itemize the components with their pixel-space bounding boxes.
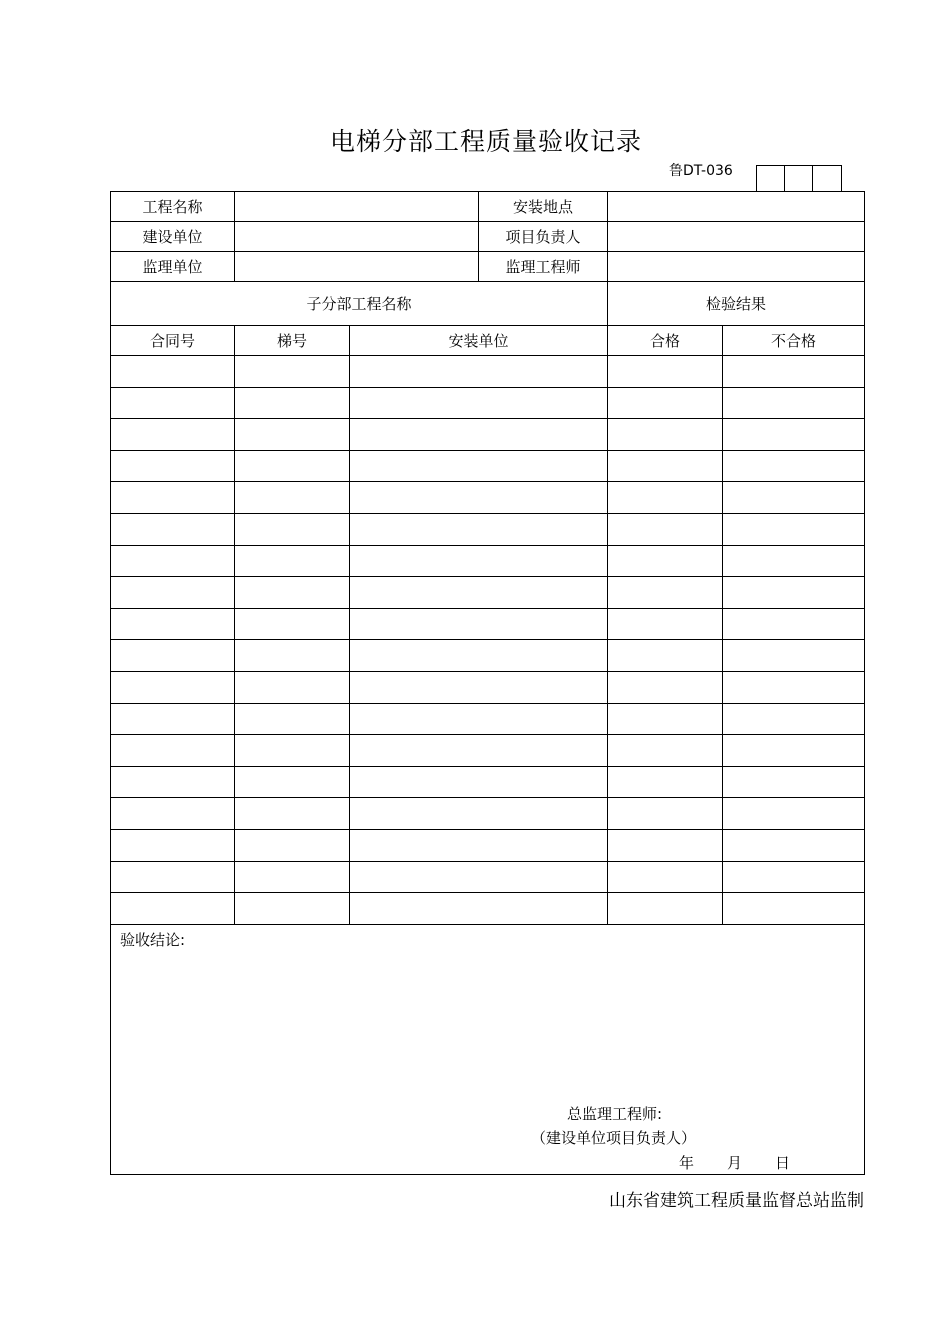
entry-rows xyxy=(111,356,865,925)
elevator-no-cell[interactable] xyxy=(235,608,350,640)
code-boxes xyxy=(756,165,842,191)
code-box[interactable] xyxy=(813,166,841,191)
info-row xyxy=(111,192,865,222)
project-manager-field[interactable] xyxy=(608,222,865,252)
contract-no-cell[interactable] xyxy=(111,482,235,514)
install-unit-cell[interactable] xyxy=(350,640,608,672)
elevator-no-cell[interactable] xyxy=(235,356,350,388)
install-unit-header: 安装单位 xyxy=(350,326,608,356)
info-row xyxy=(111,252,865,282)
info-row xyxy=(111,222,865,252)
acceptance-form-table xyxy=(110,191,865,1175)
unqualified-cell[interactable] xyxy=(723,577,865,609)
elevator-no-cell[interactable] xyxy=(235,798,350,830)
project-manager-label: 项目负责人 xyxy=(479,222,608,252)
table-row xyxy=(111,450,865,482)
install-unit-cell[interactable] xyxy=(350,735,608,767)
elevator-no-header: 梯号 xyxy=(235,326,350,356)
table-row xyxy=(111,798,865,830)
contract-no-cell[interactable] xyxy=(111,356,235,388)
project-name-field[interactable] xyxy=(235,192,479,222)
unqualified-cell[interactable] xyxy=(723,387,865,419)
elevator-no-cell[interactable] xyxy=(235,735,350,767)
install-unit-cell[interactable] xyxy=(350,608,608,640)
table-row xyxy=(111,482,865,514)
install-unit-cell[interactable] xyxy=(350,482,608,514)
qualified-cell[interactable] xyxy=(608,450,723,482)
elevator-no-cell[interactable] xyxy=(235,387,350,419)
table-row xyxy=(111,766,865,798)
conclusion-field[interactable] xyxy=(111,924,865,1174)
contract-no-cell[interactable] xyxy=(111,577,235,609)
install-unit-cell[interactable] xyxy=(350,387,608,419)
unqualified-cell[interactable] xyxy=(723,671,865,703)
table-row xyxy=(111,577,865,609)
qualified-cell[interactable] xyxy=(608,513,723,545)
contract-no-cell[interactable] xyxy=(111,513,235,545)
install-unit-cell[interactable] xyxy=(350,829,608,861)
qualified-cell[interactable] xyxy=(608,798,723,830)
install-unit-cell[interactable] xyxy=(350,450,608,482)
owner-unit-field[interactable] xyxy=(235,222,479,252)
qualified-cell[interactable] xyxy=(608,608,723,640)
unqualified-cell[interactable] xyxy=(723,766,865,798)
table-row xyxy=(111,861,865,893)
install-unit-cell[interactable] xyxy=(350,703,608,735)
contract-no-cell[interactable] xyxy=(111,419,235,451)
install-unit-cell[interactable] xyxy=(350,798,608,830)
date-month: 月 xyxy=(727,1153,743,1172)
unqualified-cell[interactable] xyxy=(723,513,865,545)
unqualified-cell[interactable] xyxy=(723,703,865,735)
unqualified-cell[interactable] xyxy=(723,640,865,672)
contract-no-cell[interactable] xyxy=(111,703,235,735)
elevator-no-cell[interactable] xyxy=(235,829,350,861)
elevator-no-cell[interactable] xyxy=(235,766,350,798)
contract-no-cell[interactable] xyxy=(111,829,235,861)
table-row xyxy=(111,608,865,640)
contract-no-cell[interactable] xyxy=(111,608,235,640)
install-unit-cell[interactable] xyxy=(350,419,608,451)
contract-no-cell[interactable] xyxy=(111,640,235,672)
issuer-footer: 山东省建筑工程质量监督总站监制 xyxy=(609,1191,864,1211)
code-box[interactable] xyxy=(757,166,785,191)
elevator-no-cell[interactable] xyxy=(235,861,350,893)
contract-no-cell[interactable] xyxy=(111,545,235,577)
owner-unit-label: 建设单位 xyxy=(111,222,235,252)
install-unit-cell[interactable] xyxy=(350,893,608,925)
qualified-cell[interactable] xyxy=(608,703,723,735)
qualified-cell[interactable] xyxy=(608,545,723,577)
column-header-row xyxy=(111,326,865,356)
install-location-field[interactable] xyxy=(608,192,865,222)
qualified-cell[interactable] xyxy=(608,419,723,451)
contract-no-cell[interactable] xyxy=(111,450,235,482)
elevator-no-cell[interactable] xyxy=(235,703,350,735)
qualified-cell[interactable] xyxy=(608,829,723,861)
page-title: 电梯分部工程质量验收记录 xyxy=(329,127,642,156)
table-row xyxy=(111,513,865,545)
qualified-cell[interactable] xyxy=(608,640,723,672)
unqualified-cell[interactable] xyxy=(723,798,865,830)
elevator-no-cell[interactable] xyxy=(235,545,350,577)
unqualified-cell[interactable] xyxy=(723,861,865,893)
sub-project-name-header: 子分部工程名称 xyxy=(111,282,608,326)
date-day: 日 xyxy=(775,1153,791,1172)
contract-no-cell[interactable] xyxy=(111,671,235,703)
elevator-no-cell[interactable] xyxy=(235,640,350,672)
owner-rep-label: （建设单位项目负责人） xyxy=(531,1128,697,1147)
table-row xyxy=(111,893,865,925)
install-unit-cell[interactable] xyxy=(350,513,608,545)
qualified-cell[interactable] xyxy=(608,387,723,419)
elevator-no-cell[interactable] xyxy=(235,893,350,925)
conclusion-label: 验收结论: xyxy=(120,930,186,949)
install-unit-cell[interactable] xyxy=(350,766,608,798)
unqualified-cell[interactable] xyxy=(723,893,865,925)
qualified-cell[interactable] xyxy=(608,482,723,514)
elevator-no-cell[interactable] xyxy=(235,671,350,703)
supervision-unit-field[interactable] xyxy=(235,252,479,282)
contract-no-cell[interactable] xyxy=(111,798,235,830)
table-row xyxy=(111,387,865,419)
form-code: 鲁DT-036 xyxy=(669,163,733,179)
unqualified-cell[interactable] xyxy=(723,608,865,640)
unqualified-cell[interactable] xyxy=(723,419,865,451)
table-row xyxy=(111,671,865,703)
unqualified-cell[interactable] xyxy=(723,450,865,482)
table-row xyxy=(111,545,865,577)
qualified-cell[interactable] xyxy=(608,356,723,388)
elevator-no-cell[interactable] xyxy=(235,577,350,609)
table-row xyxy=(111,735,865,767)
unqualified-cell[interactable] xyxy=(723,545,865,577)
contract-no-cell[interactable] xyxy=(111,766,235,798)
date-line xyxy=(679,1152,823,1173)
unqualified-header: 不合格 xyxy=(723,326,865,356)
supervision-unit-label: 监理单位 xyxy=(111,252,235,282)
elevator-no-cell[interactable] xyxy=(235,419,350,451)
install-unit-cell[interactable] xyxy=(350,356,608,388)
section-header-row xyxy=(111,282,865,326)
qualified-cell[interactable] xyxy=(608,766,723,798)
install-unit-cell[interactable] xyxy=(350,545,608,577)
table-row xyxy=(111,703,865,735)
qualified-cell[interactable] xyxy=(608,577,723,609)
table-row xyxy=(111,829,865,861)
elevator-no-cell[interactable] xyxy=(235,482,350,514)
qualified-cell[interactable] xyxy=(608,671,723,703)
install-location-label: 安装地点 xyxy=(479,192,608,222)
table-row xyxy=(111,419,865,451)
table-row xyxy=(111,356,865,388)
elevator-no-cell[interactable] xyxy=(235,513,350,545)
contract-no-cell[interactable] xyxy=(111,893,235,925)
install-unit-cell[interactable] xyxy=(350,861,608,893)
install-unit-cell[interactable] xyxy=(350,577,608,609)
contract-no-cell[interactable] xyxy=(111,387,235,419)
conclusion-row xyxy=(111,924,865,1174)
qualified-header: 合格 xyxy=(608,326,723,356)
qualified-cell[interactable] xyxy=(608,735,723,767)
date-year: 年 xyxy=(679,1153,695,1172)
elevator-no-cell[interactable] xyxy=(235,450,350,482)
unqualified-cell[interactable] xyxy=(723,482,865,514)
supervision-engineer-label: 监理工程师 xyxy=(479,252,608,282)
project-name-label: 工程名称 xyxy=(111,192,235,222)
chief-supervisor-label: 总监理工程师: xyxy=(567,1104,663,1123)
install-unit-cell[interactable] xyxy=(350,671,608,703)
qualified-cell[interactable] xyxy=(608,861,723,893)
unqualified-cell[interactable] xyxy=(723,735,865,767)
qualified-cell[interactable] xyxy=(608,893,723,925)
unqualified-cell[interactable] xyxy=(723,829,865,861)
unqualified-cell[interactable] xyxy=(723,356,865,388)
contract-no-cell[interactable] xyxy=(111,861,235,893)
contract-no-header: 合同号 xyxy=(111,326,235,356)
supervision-engineer-field[interactable] xyxy=(608,252,865,282)
inspection-result-header: 检验结果 xyxy=(608,282,865,326)
code-box[interactable] xyxy=(785,166,813,191)
table-row xyxy=(111,640,865,672)
contract-no-cell[interactable] xyxy=(111,735,235,767)
